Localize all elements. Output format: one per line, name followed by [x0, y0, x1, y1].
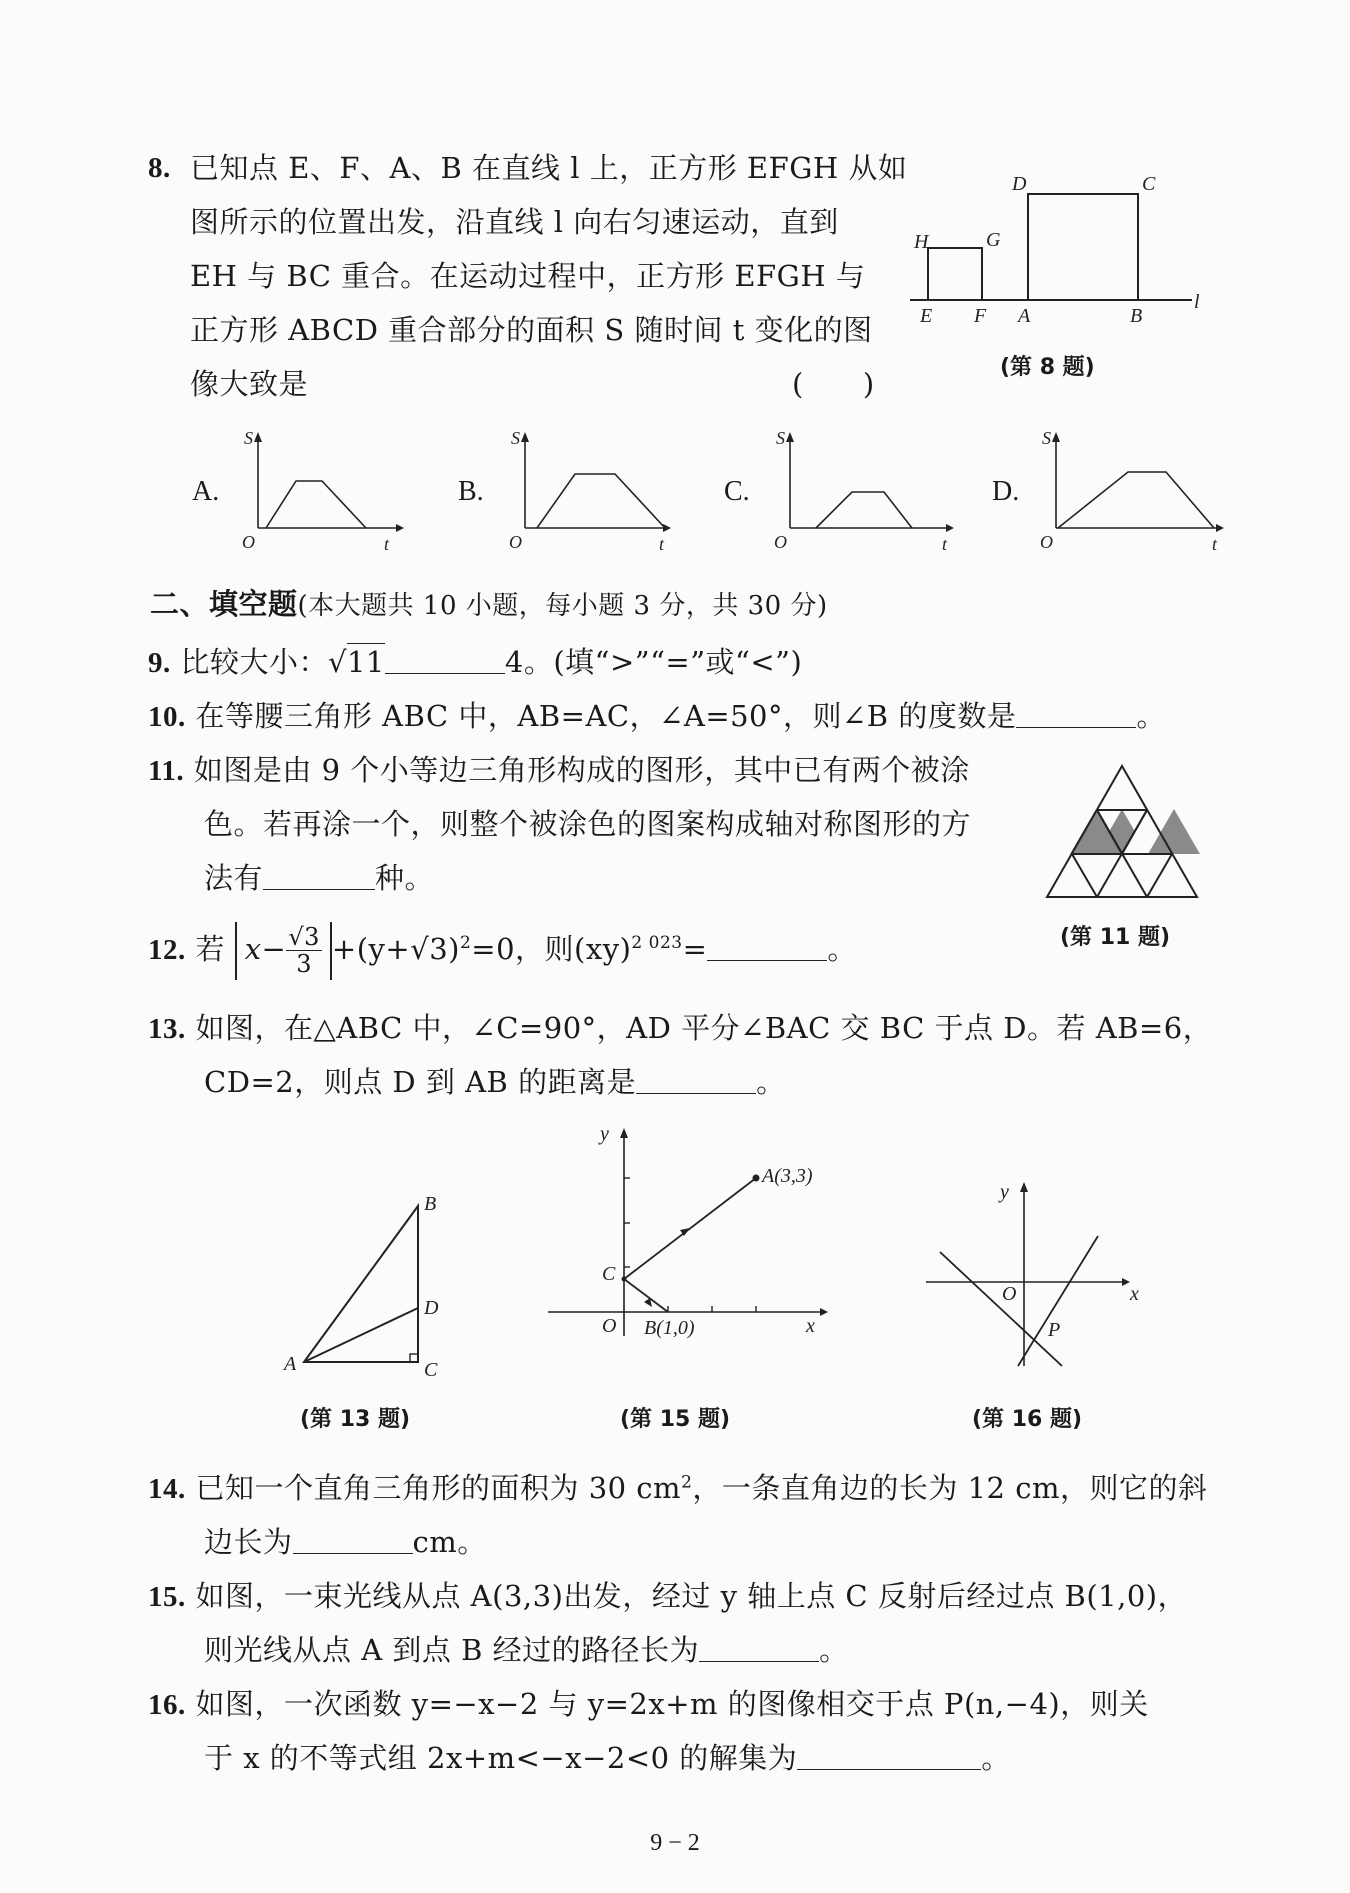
page-number: 9 − 2 — [650, 1830, 700, 1856]
q10-end: 。 — [1136, 699, 1166, 733]
section-2-title: 二、填空题 — [150, 587, 298, 621]
q13-line2 — [204, 1065, 786, 1099]
q12-mid: +(y+√3) — [331, 931, 460, 966]
q12-exponent: 2 023 — [631, 933, 683, 954]
q16-number: 16. — [148, 1689, 186, 1721]
fig8-label-f: F — [974, 305, 987, 327]
section-2-subtitle: (本大题共 10 小题，每小题 3 分，共 30 分) — [297, 591, 828, 621]
svg-text:A(3,3): A(3,3) — [762, 1165, 813, 1187]
q15-number: 15. — [148, 1581, 186, 1613]
svg-text:O: O — [509, 532, 522, 552]
q14-line2-pre: 边长为 — [204, 1525, 293, 1559]
q11-triangle-figure — [1044, 764, 1200, 904]
q8-line3: EH 与 BC 重合。在运动过程中，正方形 EFGH 与 — [190, 259, 866, 293]
q11-line3-pre: 法有 — [204, 861, 264, 895]
q8-line4: 正方形 ABCD 重合部分的面积 S 随时间 t 变化的图 — [190, 313, 873, 347]
q16-figure — [920, 1176, 1150, 1376]
svg-text:B(1,0): B(1,0) — [644, 1317, 695, 1339]
q11-line3-post: 种。 — [375, 861, 435, 895]
q8-option-a-graph — [238, 428, 408, 554]
q8-option-d-label[interactable]: D. — [992, 476, 1020, 507]
q14-line1-post: ，一条直角边的长为 12 cm，则它的斜 — [692, 1471, 1208, 1505]
q9-number: 9. — [148, 647, 171, 679]
q13-line1: 如图，在△ABC 中，∠C=90°，AD 平分∠BAC 交 BC 于点 D。若 AB=6， — [195, 1011, 1213, 1045]
q13-answer-blank[interactable] — [636, 1069, 756, 1094]
q12-x: x− — [244, 931, 287, 966]
q9-post: 4。(填“>”“=”或“<”) — [504, 645, 803, 679]
q13-line1-row — [148, 1011, 1213, 1045]
svg-text:O: O — [1040, 532, 1053, 552]
q9: 9. 比较大小：√11 4。(填“>”“=”或“<”) — [148, 645, 803, 679]
svg-text:t: t — [942, 534, 948, 554]
q16-end: 。 — [981, 1741, 1011, 1775]
q12-pre: 若 — [195, 931, 225, 966]
q14-line1-row — [148, 1471, 1208, 1505]
svg-text:S: S — [776, 428, 785, 448]
fig8-label-g: G — [986, 229, 1001, 251]
q9-answer-blank[interactable] — [385, 649, 505, 674]
q9-radicand: 11 — [346, 645, 385, 679]
q11-line1: 如图是由 9 个小等边三角形构成的图形，其中已有两个被涂 — [193, 753, 970, 787]
q12-end: 。 — [827, 931, 857, 966]
svg-text:O: O — [1002, 1283, 1017, 1305]
svg-text:C: C — [602, 1263, 616, 1285]
q12 — [148, 922, 857, 980]
q16-line2-pre: 于 x 的不等式组 2x+m<−x−2<0 的解集为 — [204, 1741, 798, 1775]
fig8-label-l: l — [1194, 291, 1200, 313]
svg-text:t: t — [659, 534, 665, 554]
q14-answer-blank[interactable] — [293, 1529, 413, 1554]
q8-option-b-label[interactable]: B. — [458, 476, 484, 507]
q10-text: 在等腰三角形 ABC 中，AB=AC，∠A=50°，则∠B 的度数是 — [195, 699, 1017, 733]
q14-line2-post: cm。 — [412, 1525, 487, 1559]
fig8-label-d: D — [1012, 173, 1027, 195]
q14-number: 14. — [148, 1473, 186, 1505]
fig8-label-b: B — [1130, 305, 1143, 327]
q14-line1-pre: 已知一个直角三角形的面积为 30 cm — [195, 1471, 682, 1505]
q14-square: 2 — [681, 1472, 693, 1493]
q12-eq: =0，则(xy) — [471, 931, 632, 966]
svg-text:C: C — [424, 1359, 438, 1381]
q9-pre: 比较大小： — [180, 645, 328, 679]
q8-option-c-graph — [770, 428, 960, 554]
q12-frac-num: √3 — [288, 923, 320, 951]
q15-line2-pre: 则光线从点 A 到点 B 经过的路径长为 — [204, 1633, 700, 1667]
q16-line2 — [204, 1741, 1011, 1775]
svg-text:t: t — [384, 534, 390, 554]
q11-line2: 色。若再涂一个，则整个被涂色的图案构成轴对称图形的方 — [204, 807, 972, 841]
svg-text:y: y — [1000, 1181, 1009, 1203]
q15-line1: 如图，一束光线从点 A(3,3)出发，经过 y 轴上点 C 反射后经过点 B(1,0)， — [195, 1579, 1188, 1613]
q8-line5: 像大致是 — [190, 367, 309, 401]
q11-line3 — [204, 861, 435, 895]
q13-line2-pre: CD=2，则点 D 到 AB 的距离是 — [204, 1065, 637, 1099]
q12-frac-den: 3 — [296, 950, 313, 979]
svg-text:O: O — [774, 532, 787, 552]
q13-number: 13. — [148, 1013, 186, 1045]
q12-square: 2 — [459, 933, 472, 954]
q12-answer-blank[interactable] — [707, 936, 827, 961]
q16-line1-row — [148, 1687, 1149, 1721]
q11-caption: (第 11 题) — [1060, 925, 1171, 950]
fig8-label-h: H — [914, 231, 929, 253]
q8-number: 8. — [148, 152, 171, 184]
section-2-header — [150, 587, 828, 621]
q16-answer-blank[interactable] — [797, 1745, 981, 1770]
q8-option-b-graph — [505, 428, 675, 554]
fig8-label-e: E — [920, 305, 933, 327]
q8-answer-paren: ( ) — [792, 367, 875, 401]
q8-caption: (第 8 题) — [1000, 355, 1095, 380]
svg-text:O: O — [602, 1315, 617, 1337]
q11-line1-row — [148, 753, 970, 787]
q11-answer-blank[interactable] — [263, 865, 375, 890]
q16-line1: 如图，一次函数 y=−x−2 与 y=2x+m 的图像相交于点 P(n,−4)，则关 — [195, 1687, 1149, 1721]
svg-text:y: y — [600, 1124, 609, 1145]
svg-text:D: D — [424, 1297, 439, 1319]
q12-number: 12. — [148, 933, 186, 966]
q15-line2 — [204, 1633, 849, 1667]
q10-answer-blank[interactable] — [1016, 703, 1136, 728]
svg-text:x: x — [806, 1315, 815, 1337]
svg-text:B: B — [424, 1193, 437, 1215]
q12-absolute-value — [235, 922, 332, 980]
q8-option-d-graph — [1036, 428, 1230, 554]
q8-line2: 图所示的位置出发，沿直线 l 向右匀速运动，直到 — [190, 205, 839, 239]
q15-line1-row — [148, 1579, 1188, 1613]
q8-figure — [900, 170, 1210, 330]
q10-number: 10. — [148, 701, 186, 733]
q15-answer-blank[interactable] — [699, 1637, 819, 1662]
fig8-label-a: A — [1018, 305, 1031, 327]
q15-end: 。 — [819, 1633, 849, 1667]
svg-text:x: x — [1130, 1283, 1139, 1305]
q14-line2 — [204, 1525, 487, 1559]
q15-caption: (第 15 题) — [620, 1407, 731, 1432]
q8-line1: 已知点 E、F、A、B 在直线 l 上，正方形 EFGH 从如 — [190, 151, 908, 185]
q8-option-c-label[interactable]: C. — [724, 476, 750, 507]
svg-text:S: S — [1042, 428, 1051, 448]
svg-text:t: t — [1212, 534, 1218, 554]
q12-post: = — [682, 931, 708, 966]
q10 — [148, 699, 1166, 733]
svg-text:S: S — [244, 428, 253, 448]
svg-text:S: S — [511, 428, 520, 448]
svg-text:A: A — [284, 1353, 297, 1375]
q8-option-a-label[interactable]: A. — [192, 476, 220, 507]
q16-caption: (第 16 题) — [972, 1407, 1083, 1432]
q13-figure — [280, 1190, 460, 1390]
q13-end: 。 — [756, 1065, 786, 1099]
q15-figure — [540, 1124, 830, 1344]
q11-number: 11. — [148, 755, 185, 787]
svg-text:P: P — [1048, 1319, 1061, 1341]
fig8-label-c: C — [1142, 173, 1156, 195]
svg-text:O: O — [242, 532, 255, 552]
q13-caption: (第 13 题) — [300, 1407, 411, 1432]
